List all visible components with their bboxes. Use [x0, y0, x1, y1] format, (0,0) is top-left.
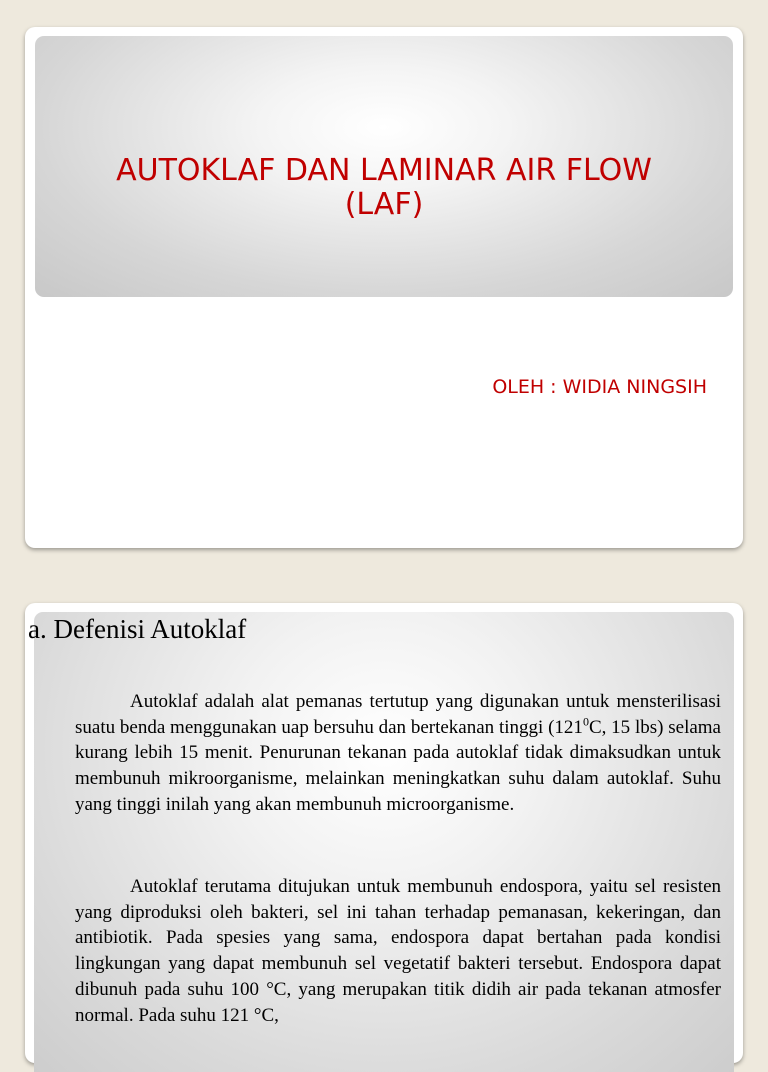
- slide-title-line-1: AUTOKLAF DAN LAMINAR AIR FLOW: [116, 153, 652, 188]
- paragraph-1-part-1: Autoklaf adalah alat pemanas tertutup yang digunakan untuk mensterilisasi suatu benda menggunakan uap bersuhu dan bertekanan tinggi (121: [75, 691, 721, 738]
- superscript-degree: 0: [582, 714, 589, 729]
- slide-title: [25, 154, 743, 222]
- paragraph-2: Autoklaf terutama ditujukan untuk membunuh endospora, yaitu sel resisten yang diproduksi oleh bakteri, sel ini tahan terhadap pemanasan, kekeringan, dan antibiotik. Pada spesies yang sama, endospora dapat bertahan pada kondisi lingkungan yang dapat membunuh sel vegetatif bakteri tersebut. Endospora dapat dibunuh pada suhu 100 °C, yang merupakan titik didih air pada tekanan atmosfer normal. Pada suhu 121 °C,: [75, 876, 721, 1026]
- author-line: OLEH : WIDIA NINGSIH: [492, 376, 707, 398]
- paragraph-1-part-2: C, 15 lbs) selama kurang lebih 15 menit. Penurunan tekanan pada autoklaf tidak dimaksudkan untuk membunuh mikroorganisme, melainkan meningkatkan suhu dalam autoklaf. Suhu yang tinggi inilah yang akan membunuh microorganisme.: [75, 716, 721, 815]
- paragraph-1: [75, 689, 721, 818]
- slide-title-line-2: (LAF): [344, 187, 424, 222]
- section-heading: a. Defenisi Autoklaf: [28, 614, 247, 644]
- title-slide: [25, 27, 743, 548]
